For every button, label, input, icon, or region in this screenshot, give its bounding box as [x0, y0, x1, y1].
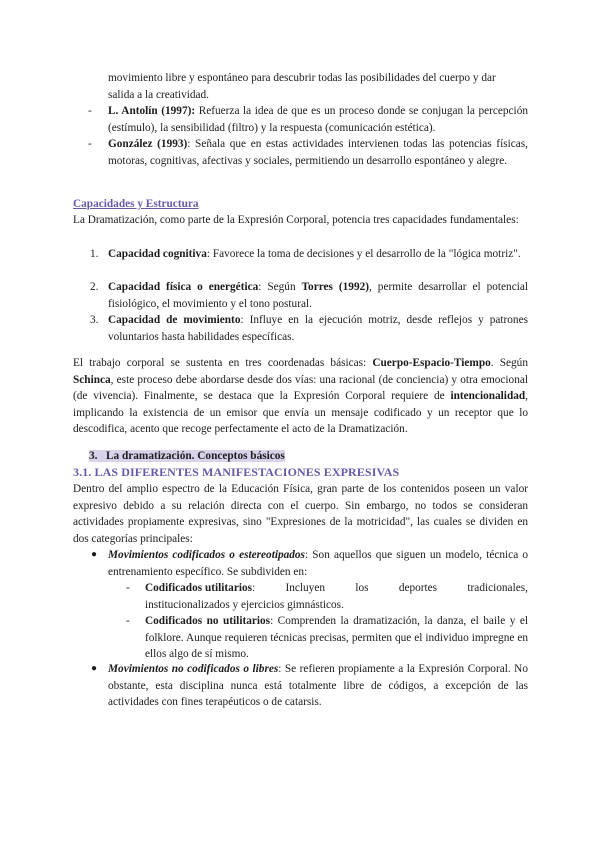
section-heading-link: Capacidades y Estructura	[73, 198, 199, 210]
bold-term: Cuerpo-Espacio-Tiempo	[372, 357, 491, 369]
author-item-gonzalez	[88, 136, 528, 169]
continuation-line-1: movimiento libre y espontáneo para descubrir todas las posibilidades del cuerpo y dar	[108, 72, 496, 84]
continuation-line-2: salida a la creatividad.	[108, 88, 209, 101]
section-3-heading	[89, 448, 285, 465]
capacidad-term: Capacidad física o energética	[108, 281, 259, 293]
author-name: González (1993)	[108, 138, 188, 150]
author-item-antolin	[88, 103, 528, 136]
bold-term: intencionalidad	[450, 390, 526, 402]
sub-text: : Comprenden la dramatización, la danza, el baile y el folklore. Aunque requieren técnicas precisas, permiten que el individuo impregne en ellos algo de sí mismo.	[145, 615, 528, 660]
coordenadas-paragraph	[73, 355, 528, 438]
bullet-term: Movimientos no codificados o libres	[108, 663, 279, 675]
sub-item-utilitarios	[126, 580, 528, 613]
capacidad-item-2	[90, 279, 529, 312]
author-name: L. Antolín (1997):	[108, 105, 196, 117]
word: Incluyen	[285, 582, 325, 594]
dash-marker: -	[126, 615, 130, 627]
capacidad-term: Capacidad cognitiva	[108, 248, 207, 260]
para-text: El trabajo corporal se sustenta en tres coordenadas básicas:	[73, 357, 373, 369]
section-number: 3.	[89, 450, 98, 462]
capacidad-item-3	[90, 312, 528, 345]
capacidad-item-1	[90, 246, 528, 263]
para-text: , este proceso debe abordarse desde dos vías: una racional (de conciencia) y otra emocional (de vivencia). Finalmente, se destaca que la Expresión Corporal requiere de	[73, 373, 528, 402]
bullet-no-codificados	[91, 661, 528, 711]
intro-text: La Dramatización, como parte de la Expresión Corporal, potencia tres capacidades fundamentales:	[73, 214, 519, 226]
bullet-text: : Son aquellos que siguen un modelo, técnica o entrenamiento específico. Se subdividen en:	[108, 549, 529, 578]
para-text: , implicando la existencia de un emisor que envía un mensaje codificado y un receptor que lo descodifica, acento que recoge perfectamente el acto de la Dramatización.	[73, 390, 528, 435]
word: tradicionales,	[467, 582, 528, 594]
capacidad-text: : Según	[258, 281, 302, 293]
bullet-codificados	[91, 547, 529, 580]
sub-item-no-utilitarios	[126, 613, 528, 663]
subsection-title-text: 3.1. LAS DIFERENTES MANIFESTACIONES EXPRESIVAS	[73, 465, 400, 479]
bullet-text: : Se refieren propiamente a la Expresión Corporal. No obstante, esta disciplina nunca está totalmente libre de códigos, a excepción de las actividades con fines terapéuticos o de catarsis.	[108, 663, 528, 708]
bold-author: Schinca	[73, 373, 111, 386]
capacidades-heading	[73, 196, 199, 213]
subsection-title	[73, 464, 399, 481]
capacidad-author: Torres (1992)	[301, 281, 370, 293]
word: deportes	[398, 582, 438, 594]
sub-item-line-1	[145, 580, 528, 597]
capacidad-text: : Favorece la toma de decisiones y el desarrollo de la "lógica motriz".	[206, 248, 521, 260]
capacidades-intro	[73, 212, 528, 229]
bullet-icon: ●	[91, 663, 98, 674]
list-number: 3.	[90, 314, 99, 326]
dash-marker: -	[88, 138, 92, 150]
list-number: 1.	[90, 248, 99, 260]
dash-marker: -	[88, 105, 92, 117]
sub-term: Codificados no utilitarios	[145, 615, 271, 627]
section-title: La dramatización. Conceptos básicos	[105, 450, 285, 462]
sub-item-line-2: institucionalizados y ejercicios gimnásticos.	[145, 598, 344, 611]
list-number: 2.	[90, 281, 99, 293]
colon: :	[252, 582, 256, 594]
author-text: Refuerza la idea de que es un proceso donde se conjugan la percepción (estímulo), la sensibilidad (filtro) y la respuesta (comunicación estética).	[108, 105, 528, 134]
section-3-intro	[73, 481, 528, 547]
dash-marker: -	[126, 582, 130, 594]
capacidad-text-2: , permite desarrollar el potencial fisiológico, el movimiento y el tono postural.	[108, 281, 529, 310]
word: los	[355, 582, 369, 594]
sub-term: Codificados utilitarios	[145, 582, 253, 594]
capacidad-term: Capacidad de movimiento	[108, 314, 241, 326]
capacidad-text: : Influye en la ejecución motriz, desde reflejos y patrones voluntarios hasta habilidades específicas.	[108, 314, 528, 343]
author-text: : Señala que en estas actividades intervienen todas las potencias físicas, motoras, cognitivas, afectivas y sociales, permitiendo un desarrollo espontáneo y alegre.	[108, 138, 528, 167]
intro-text: Dentro del amplio espectro de la Educación Física, gran parte de los contenidos poseen un valor expresivo debido a su relación directa con el cuerpo. Sin embargo, no todos se consideran actividades propiamente expresivas, sino "Expresiones de la motricidad", las cuales se dividen en dos categorías principales:	[73, 483, 528, 545]
para-text: . Según	[490, 357, 528, 369]
continuation-text	[108, 70, 528, 103]
bullet-term: Movimientos codificados o estereotipados	[108, 549, 305, 561]
bullet-icon: ●	[91, 549, 98, 560]
